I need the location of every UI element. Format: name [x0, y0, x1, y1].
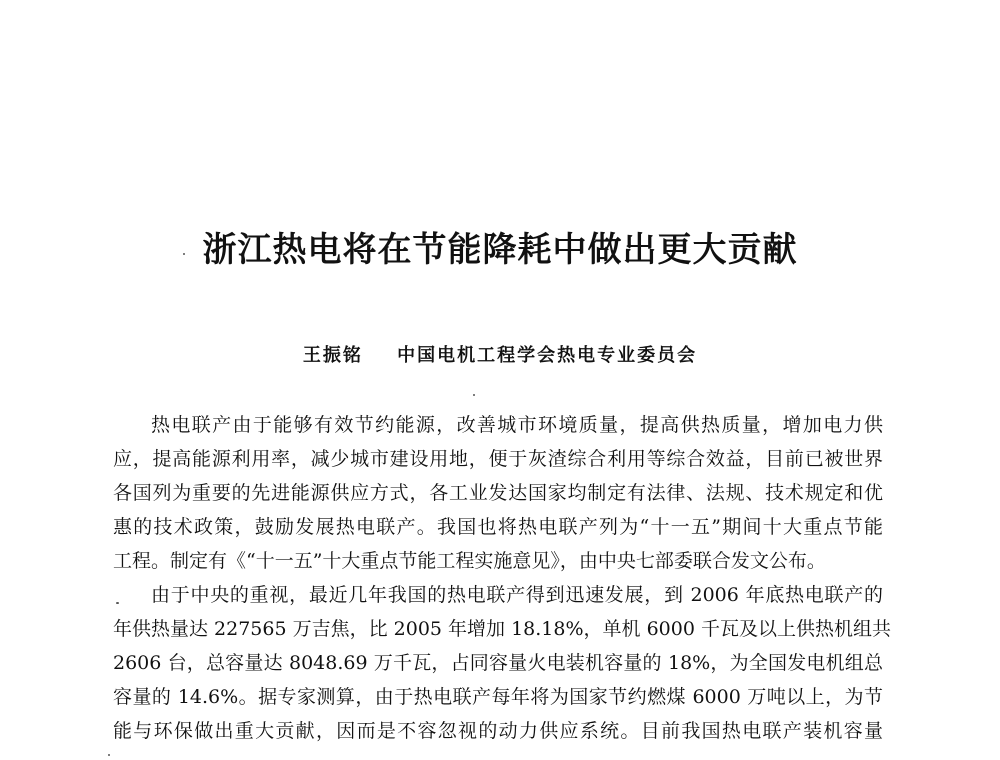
- author-affiliation: 中国电机工程学会热电专业委员会: [397, 345, 698, 366]
- article-title: 浙江热电将在节能降耗中做出更大贡献: [202, 230, 798, 270]
- article-body: [113, 408, 891, 748]
- text-line: 应，提高能源利用率，减少城市建设用地，便于灰渣综合利用等综合效益，目前已被世界: [113, 448, 883, 470]
- text-line: 容量的 14.6%。据专家测算，由于热电联产每年将为国家节约燃煤 6000 万吨以上，为节: [113, 686, 883, 708]
- author-name: 王振铭: [302, 345, 363, 366]
- text-line: 能与环保做出重大贡献，因而是不容忽视的动力供应系统。目前我国热电联产装机容量: [113, 720, 883, 742]
- text-line: 惠的技术政策，鼓励发展热电联产。我国也将热电联产列为“十一五”期间十大重点节能: [113, 516, 883, 538]
- scan-speck: [183, 253, 185, 255]
- paragraph-1: [113, 408, 883, 578]
- text-line: 年供热量达 227565 万吉焦，比 2005 年增加 18.18%，单机 6000 千瓦及以上供热机组共: [113, 618, 891, 640]
- paragraph-2: [113, 578, 891, 748]
- text-line: 工程。制定有《“十一五”十大重点节能工程实施意见》，由中央七部委联合发文公布。: [113, 550, 826, 572]
- scan-speck: [108, 754, 110, 756]
- byline: [0, 341, 1000, 367]
- text-line: 热电联产由于能够有效节约能源，改善城市环境质量，提高供热质量，增加电力供: [151, 414, 883, 436]
- text-line: 各国列为重要的先进能源供应方式，各工业发达国家均制定有法律、法规、技术规定和优: [113, 482, 883, 504]
- scan-speck: [473, 394, 475, 396]
- text-line: 由于中央的重视，最近几年我国的热电联产得到迅速发展，到 2006 年底热电联产的: [151, 584, 883, 606]
- text-line: 2606 台，总容量达 8048.69 万千瓦，占同容量火电装机容量的 18%，为全国发电机组总: [113, 652, 883, 674]
- scan-speck: [116, 602, 119, 604]
